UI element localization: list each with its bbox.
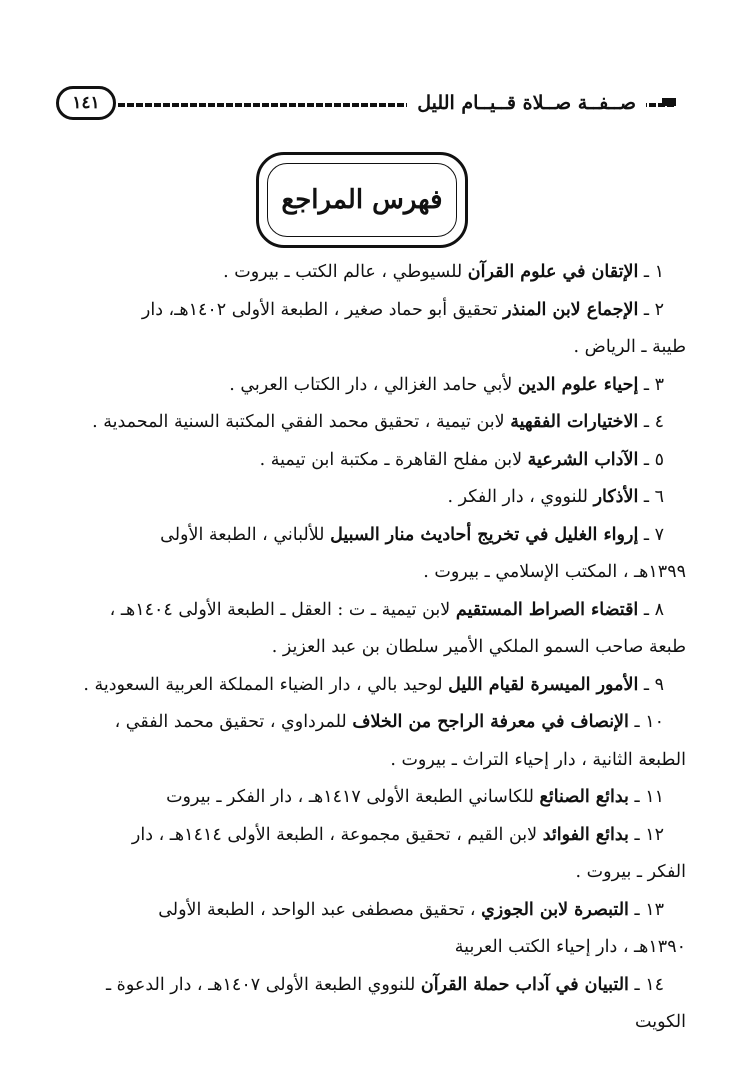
reference-entry: ٧ ـ إرواء الغليل في تخريج أحاديث منار السبيل للألباني ، الطبعة الأولى ١٣٩٩هـ ، المكتب الإسلامي ـ بيروت .: [160, 524, 686, 582]
reference-title: الآداب الشرعية: [527, 449, 639, 470]
section-title-frame: [256, 152, 468, 248]
reference-title: التبصرة لابن الجوزي: [481, 899, 629, 920]
reference-entry: ١١ ـ بدائع الصنائع للكاساني الطبعة الأولى ١٤١٧هـ ، دار الفكر ـ بيروت: [166, 787, 664, 807]
running-header: [56, 86, 676, 122]
reference-title: إحياء علوم الدين: [517, 374, 639, 395]
reference-entry: ٦ ـ الأذكار للنووي ، دار الفكر .: [447, 487, 664, 507]
reference-title: الإنصاف في معرفة الراجح من الخلاف: [352, 712, 629, 732]
reference-title: التبيان في آداب حملة القرآن: [420, 974, 629, 995]
reference-entry: ٤ ـ الاختيارات الفقهية لابن تيمية ، تحقيق محمد الفقي المكتبة السنية المحمدية .: [92, 412, 664, 432]
reference-title: اقتضاء الصراط المستقيم: [455, 599, 639, 620]
reference-title: الأمور الميسرة لقيام الليل: [448, 674, 639, 695]
reference-title: الاختيارات الفقهية: [510, 412, 639, 432]
reference-entry: ١٠ ـ الإنصاف في معرفة الراجح من الخلاف للمرداوي ، تحقيق محمد الفقي ، الطبعة الثانية ، دار إحياء التراث ـ بيروت .: [114, 712, 686, 770]
reference-entry: ١ ـ الإتقان في علوم القرآن للسيوطي ، عالم الكتب ـ بيروت .: [223, 262, 664, 282]
reference-entry: ٣ ـ إحياء علوم الدين لأبي حامد الغزالي ، دار الكتاب العربي .: [229, 374, 664, 395]
reference-title: الإتقان في علوم القرآن: [467, 262, 639, 282]
page-number: ١٤١: [56, 86, 116, 120]
reference-title: بدائع الفوائد: [542, 824, 629, 845]
reference-entry: ٨ ـ اقتضاء الصراط المستقيم لابن تيمية ـ ت : العقل ـ الطبعة الأولى ١٤٠٤هـ ، طبعة صاحب السمو الملكي الأمير سلطان بن عبد العزيز .: [109, 599, 686, 657]
section-title: فهرس المراجع: [267, 163, 457, 237]
reference-title: بدائع الصنائع: [539, 787, 629, 807]
reference-entry: ١٤ ـ التبيان في آداب حملة القرآن للنووي الطبعة الأولى ١٤٠٧هـ ، دار الدعوة ـ الكويت: [105, 974, 686, 1032]
reference-entry: ٢ ـ الإجماع لابن المنذر تحقيق أبو حماد صغير ، الطبعة الأولى ١٤٠٢هـ، دار طيبة ـ الرياض .: [141, 299, 686, 357]
reference-entry: ١٢ ـ بدائع الفوائد لابن القيم ، تحقيق مجموعة ، الطبعة الأولى ١٤١٤هـ ، دار الفكر ـ بيروت .: [131, 824, 686, 882]
reference-entry: ٥ ـ الآداب الشرعية لابن مفلح القاهرة ـ مكتبة ابن تيمية .: [259, 449, 664, 470]
reference-title: الأذكار: [593, 487, 639, 507]
reference-entry: ١٣ ـ التبصرة لابن الجوزي ، تحقيق مصطفى عبد الواحد ، الطبعة الأولى ١٣٩٠هـ ، دار إحياء الكتب العربية: [158, 899, 686, 957]
references-list: [62, 254, 686, 1042]
reference-entry: ٩ ـ الأمور الميسرة لقيام الليل لوحيد بالي ، دار الضياء المملكة العربية السعودية .: [83, 674, 664, 695]
running-title: صــفــة صــلاة قــيــام الليل: [407, 88, 646, 118]
reference-title: الإجماع لابن المنذر: [503, 299, 639, 320]
reference-title: إرواء الغليل في تخريج أحاديث منار السبيل: [330, 524, 639, 545]
header-end-mark: [662, 98, 676, 106]
